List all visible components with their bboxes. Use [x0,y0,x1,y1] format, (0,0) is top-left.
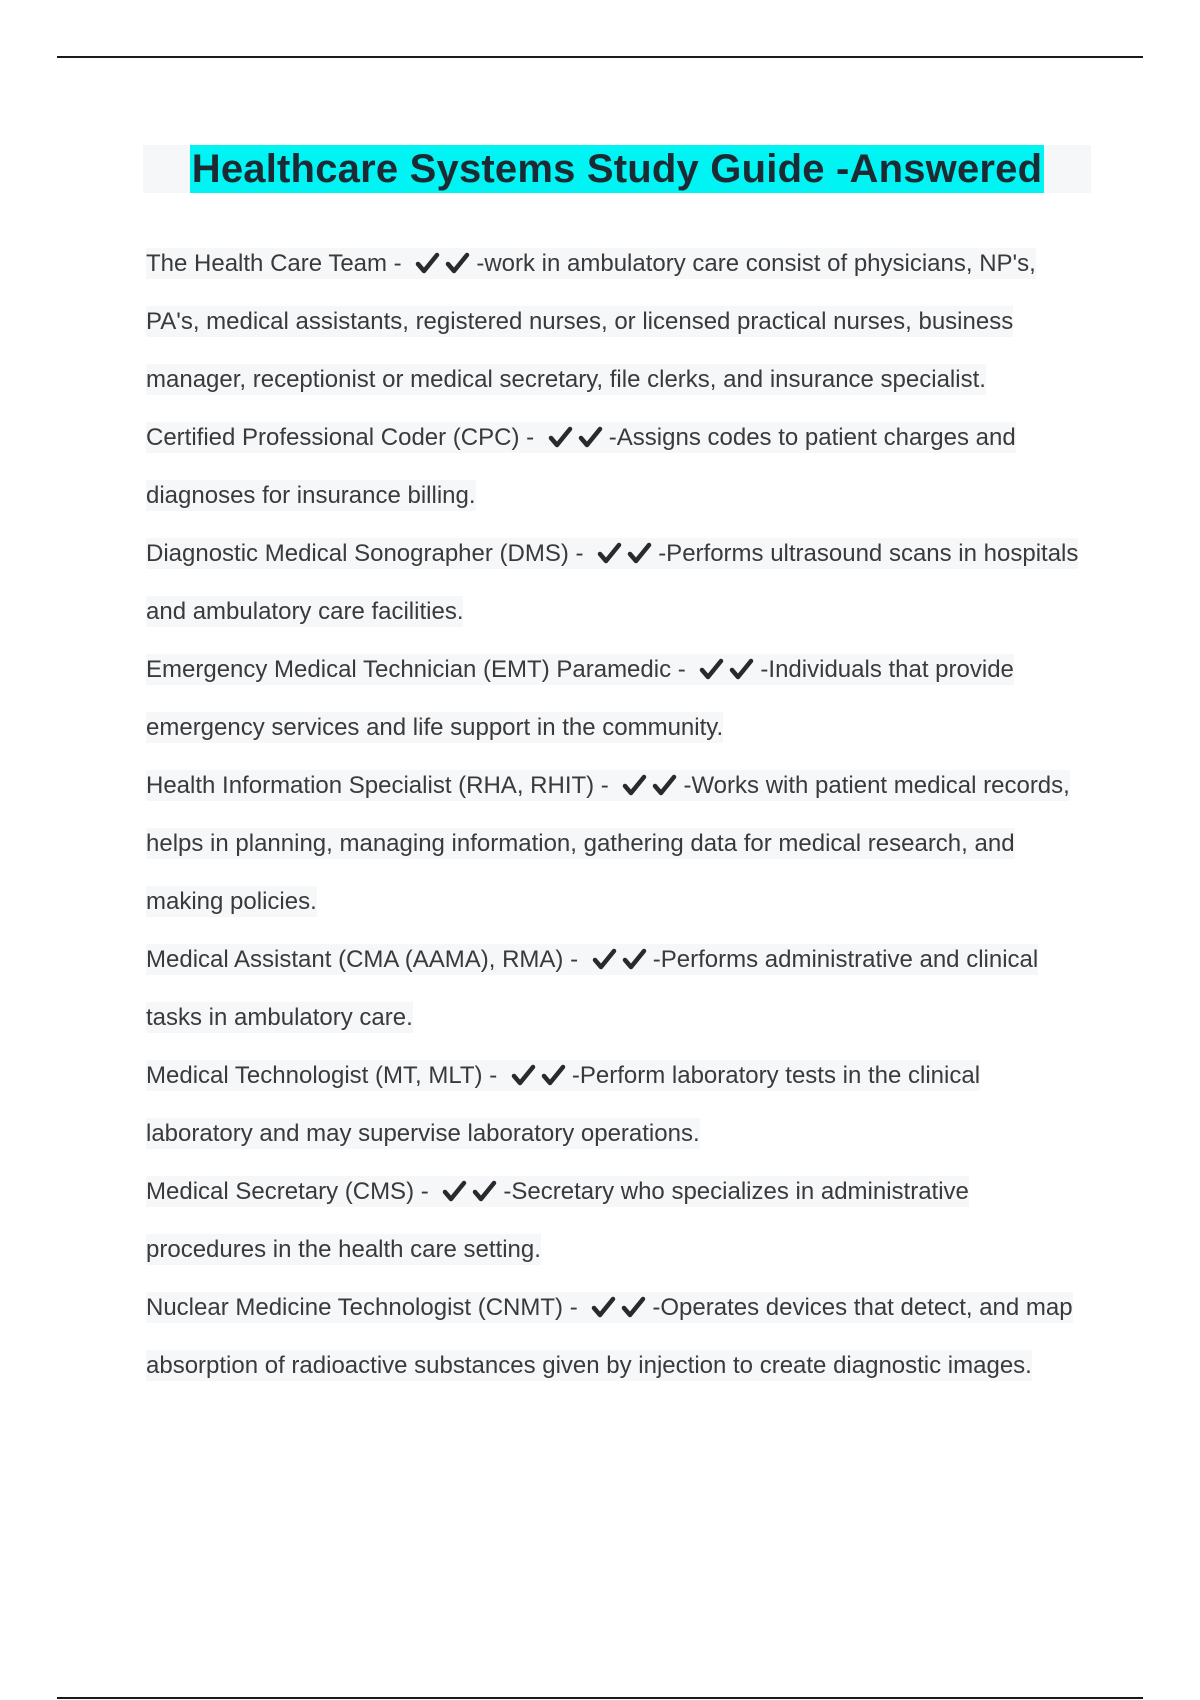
double-checkmark-icon [589,937,649,985]
line-text [146,1350,1032,1381]
line-text [146,1292,1073,1323]
entry-continuation-line [146,704,1096,762]
checkmark-icon [590,1294,616,1320]
entry-list [146,240,1096,1400]
line-text [146,596,463,627]
line-text [146,1118,700,1149]
double-checkmark-icon [696,647,756,695]
entry-definition: -Individuals that provide [760,656,1014,683]
checkmark-icon [651,772,677,798]
entry-definition: -Assigns codes to patient charges and [608,424,1016,451]
line-text [146,364,986,395]
entry-first-line [146,1284,1096,1342]
line-text [146,422,1016,453]
entry-definition: laboratory and may supervise laboratory operations. [146,1120,700,1147]
checkmark-icon [471,1178,497,1204]
entry-definition: procedures in the health care setting. [146,1236,541,1263]
entry-definition: emergency services and life support in the community. [146,714,724,741]
double-checkmark-icon [619,763,679,811]
qa-entry [146,1052,1096,1168]
line-text [146,1234,541,1265]
entry-definition: diagnoses for insurance billing. [146,482,476,509]
double-checkmark-icon [588,1285,648,1333]
line-text [146,1060,980,1091]
entry-definition: -Performs ultrasound scans in hospitals [658,540,1079,567]
double-checkmark-icon [412,241,472,289]
line-text [146,248,1036,279]
entry-continuation-line [146,472,1096,530]
checkmark-icon [620,1294,646,1320]
qa-entry [146,1284,1096,1400]
qa-entry [146,646,1096,762]
line-text [146,1176,969,1207]
line-text [146,886,317,917]
qa-entry [146,240,1096,414]
line-text [146,712,723,743]
entry-definition: -Works with patient medical records, [683,772,1070,799]
checkmark-icon [621,946,647,972]
checkmark-icon [591,946,617,972]
top-rule [57,56,1143,58]
entry-continuation-line [146,1110,1096,1168]
entry-definition: making policies. [146,888,317,915]
checkmark-icon [444,250,470,276]
entry-definition: -Operates devices that detect, and map [652,1294,1073,1321]
qa-entry [146,530,1096,646]
entry-definition: -Perform laboratory tests in the clinical [571,1062,981,1089]
entry-term: Certified Professional Coder (CPC) - [146,424,535,451]
entry-first-line [146,936,1096,994]
bottom-rule [57,1697,1143,1699]
page-title: Healthcare Systems Study Guide -Answered [191,147,1043,191]
entry-definition: manager, receptionist or medical secretary, file clerks, and insurance specialist. [146,366,986,393]
checkmark-icon [621,772,647,798]
double-checkmark-icon [508,1053,568,1101]
line-text [146,770,1070,801]
entry-continuation-line [146,994,1096,1052]
entry-definition: -work in ambulatory care consist of physicians, NP's, [476,250,1036,277]
title-band [143,145,1091,193]
qa-entry [146,1168,1096,1284]
checkmark-icon [547,424,573,450]
entry-term: Medical Assistant (CMA (AAMA), RMA) - [146,946,579,973]
line-text [146,306,1013,337]
entry-first-line [146,762,1096,820]
entry-definition: and ambulatory care facilities. [146,598,464,625]
entry-definition: -Secretary who specializes in administrative [503,1178,969,1205]
line-text [146,654,1014,685]
checkmark-icon [698,656,724,682]
entry-term: Emergency Medical Technician (EMT) Paramedic - [146,656,686,683]
entry-definition: absorption of radioactive substances given by injection to create diagnostic images. [146,1352,1032,1379]
entry-first-line [146,1168,1096,1226]
entry-term: Diagnostic Medical Sonographer (DMS) - [146,540,584,567]
checkmark-icon [577,424,603,450]
checkmark-icon [540,1062,566,1088]
entry-first-line [146,646,1096,704]
entry-term: Nuclear Medicine Technologist (CNMT) - [146,1294,578,1321]
checkmark-icon [414,250,440,276]
line-text [146,538,1078,569]
checkmark-icon [441,1178,467,1204]
double-checkmark-icon [594,531,654,579]
entry-continuation-line [146,588,1096,646]
checkmark-icon [626,540,652,566]
line-text [146,480,476,511]
entry-definition: -Performs administrative and clinical [652,946,1039,973]
entry-definition: tasks in ambulatory care. [146,1004,413,1031]
entry-first-line [146,530,1096,588]
entry-continuation-line [146,878,1096,936]
line-text [146,828,1015,859]
entry-first-line [146,414,1096,472]
qa-entry [146,762,1096,936]
line-text [146,1002,413,1033]
entry-continuation-line [146,820,1096,878]
entry-term: Health Information Specialist (RHA, RHIT) - [146,772,609,799]
entry-continuation-line [146,1342,1096,1400]
entry-first-line [146,240,1096,298]
checkmark-icon [728,656,754,682]
entry-definition: PA's, medical assistants, registered nurses, or licensed practical nurses, business [146,308,1014,335]
entry-continuation-line [146,356,1096,414]
qa-entry [146,936,1096,1052]
entry-term: Medical Secretary (CMS) - [146,1178,429,1205]
entry-definition: helps in planning, managing information, gathering data for medical research, and [146,830,1015,857]
double-checkmark-icon [439,1169,499,1217]
entry-continuation-line [146,298,1096,356]
double-checkmark-icon [545,415,605,463]
entry-continuation-line [146,1226,1096,1284]
entry-term: Medical Technologist (MT, MLT) - [146,1062,498,1089]
line-text [146,944,1038,975]
checkmark-icon [596,540,622,566]
entry-term: The Health Care Team - [146,250,402,277]
checkmark-icon [510,1062,536,1088]
entry-first-line [146,1052,1096,1110]
qa-entry [146,414,1096,530]
